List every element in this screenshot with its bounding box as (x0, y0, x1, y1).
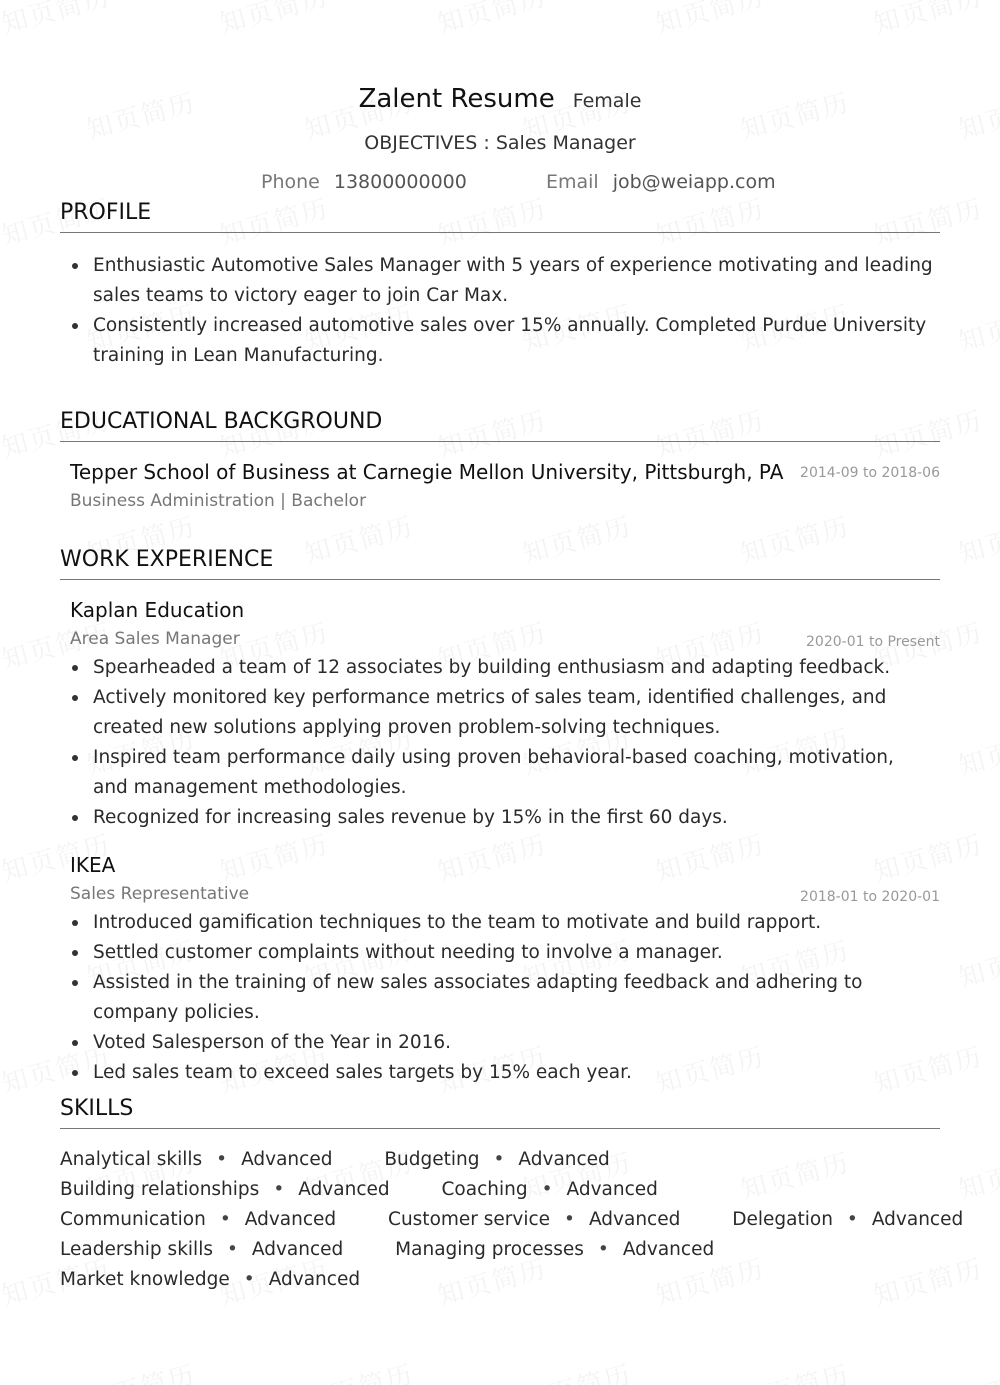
list-item: Spearheaded a team of 12 associates by building enthusiasm and adapting feedback. (60, 653, 940, 683)
skill-item (732, 1209, 963, 1230)
section-title-profile: PROFILE (60, 200, 152, 225)
degree: Business Administration | Bachelor (70, 491, 367, 511)
bullet-dot: • (597, 1239, 609, 1260)
job-date: 2018-01 to 2020-01 (800, 889, 940, 905)
bullet-dot: • (846, 1209, 858, 1230)
skill-name: Building relationships (60, 1179, 260, 1200)
skill-row (60, 1149, 656, 1170)
bullet-dot: • (564, 1209, 575, 1230)
skill-name: Analytical skills (60, 1149, 203, 1170)
phone-value: 13800000000 (333, 171, 467, 193)
skill-level: Advanced (622, 1239, 715, 1260)
skill-item (60, 1149, 332, 1170)
skill-name: Managing processes (395, 1239, 584, 1260)
section-title-skills: SKILLS (60, 1096, 134, 1121)
skill-level: Advanced (268, 1269, 361, 1290)
company-name: IKEA (70, 853, 116, 877)
phone-label: Phone (261, 171, 320, 193)
skill-name: Market knowledge (60, 1269, 230, 1290)
candidate-gender: Female (572, 90, 642, 112)
bullet-dot: • (219, 1209, 231, 1230)
skill-name: Coaching (441, 1179, 528, 1200)
job-role: Sales Representative (70, 884, 250, 904)
skill-name: Delegation (732, 1209, 833, 1230)
skill-level: Advanced (518, 1149, 610, 1170)
email-value: job@weiapp.com (612, 171, 776, 193)
job-duties-list (60, 653, 940, 833)
section-divider (60, 1128, 940, 1129)
section-title-education: EDUCATIONAL BACKGROUND (60, 409, 383, 434)
job-date: 2020-01 to Present (806, 634, 940, 650)
list-item: Introduced gamification techniques to the team to motivate and build rapport. (60, 908, 940, 938)
skill-item (442, 1179, 658, 1200)
skill-item (395, 1239, 714, 1260)
profile-list (60, 251, 940, 371)
skill-name: Budgeting (384, 1149, 480, 1170)
skill-item (60, 1239, 343, 1260)
bullet-dot: • (541, 1179, 553, 1200)
skill-level: Advanced (588, 1209, 681, 1230)
education-date: 2014-09 to 2018-06 (800, 465, 940, 481)
list-item: Consistently increased automotive sales over 15% annually. Completed Purdue University training in Lean Manufacturing. (60, 311, 940, 371)
list-item: Assisted in the training of new sales associates adapting feedback and adhering to company policies. (60, 968, 940, 1028)
skill-name: Customer service (388, 1209, 551, 1230)
skill-level: Advanced (251, 1239, 344, 1260)
bullet-dot: • (216, 1149, 228, 1170)
resume-header (0, 84, 1000, 114)
section-divider (60, 441, 940, 442)
section-divider (60, 232, 940, 233)
objectives: OBJECTIVES : Sales Manager (364, 132, 636, 154)
school-name: Tepper School of Business at Carnegie Mellon University, Pittsburgh, PA (70, 460, 784, 484)
skill-row (60, 1209, 1000, 1230)
phone-contact (261, 171, 467, 193)
email-label: Email (546, 171, 599, 193)
list-item: Voted Salesperson of the Year in 2016. (60, 1028, 940, 1058)
skill-level: Advanced (244, 1209, 337, 1230)
job-role: Area Sales Manager (70, 629, 240, 649)
list-item: Recognized for increasing sales revenue by 15% in the first 60 days. (60, 803, 940, 833)
skill-item (384, 1149, 609, 1170)
bullet-dot: • (226, 1239, 238, 1260)
section-title-work: WORK EXPERIENCE (60, 547, 274, 572)
bullet-dot: • (243, 1269, 255, 1290)
job-duties-list (60, 908, 940, 1088)
list-item: Enthusiastic Automotive Sales Manager with 5 years of experience motivating and leading sales teams to victory eager to join Car Max. (60, 251, 940, 311)
list-item: Settled customer complaints without needing to involve a manager. (60, 938, 940, 968)
skill-item (60, 1209, 336, 1230)
list-item: Actively monitored key performance metrics of sales team, identified challenges, and created new solutions applying proven problem-solving techniques. (60, 683, 940, 743)
skill-item (60, 1269, 360, 1290)
skill-row (60, 1179, 704, 1200)
section-divider (60, 579, 940, 580)
candidate-name: Zalent Resume (358, 84, 555, 114)
skill-row (60, 1269, 406, 1290)
list-item: Inspired team performance daily using proven behavioral-based coaching, motivation, and management methodologies. (60, 743, 940, 803)
skill-level: Advanced (241, 1149, 333, 1170)
skill-item (60, 1179, 390, 1200)
skill-level: Advanced (298, 1179, 390, 1200)
email-contact (546, 171, 776, 193)
skill-level: Advanced (871, 1209, 964, 1230)
skill-row (60, 1239, 760, 1260)
skill-name: Communication (60, 1209, 206, 1230)
skill-name: Leadership skills (60, 1239, 213, 1260)
bullet-dot: • (493, 1149, 505, 1170)
list-item: Led sales team to exceed sales targets by 15% each year. (60, 1058, 940, 1088)
skill-item (388, 1209, 680, 1230)
company-name: Kaplan Education (70, 598, 245, 622)
skill-level: Advanced (566, 1179, 658, 1200)
bullet-dot: • (273, 1179, 285, 1200)
